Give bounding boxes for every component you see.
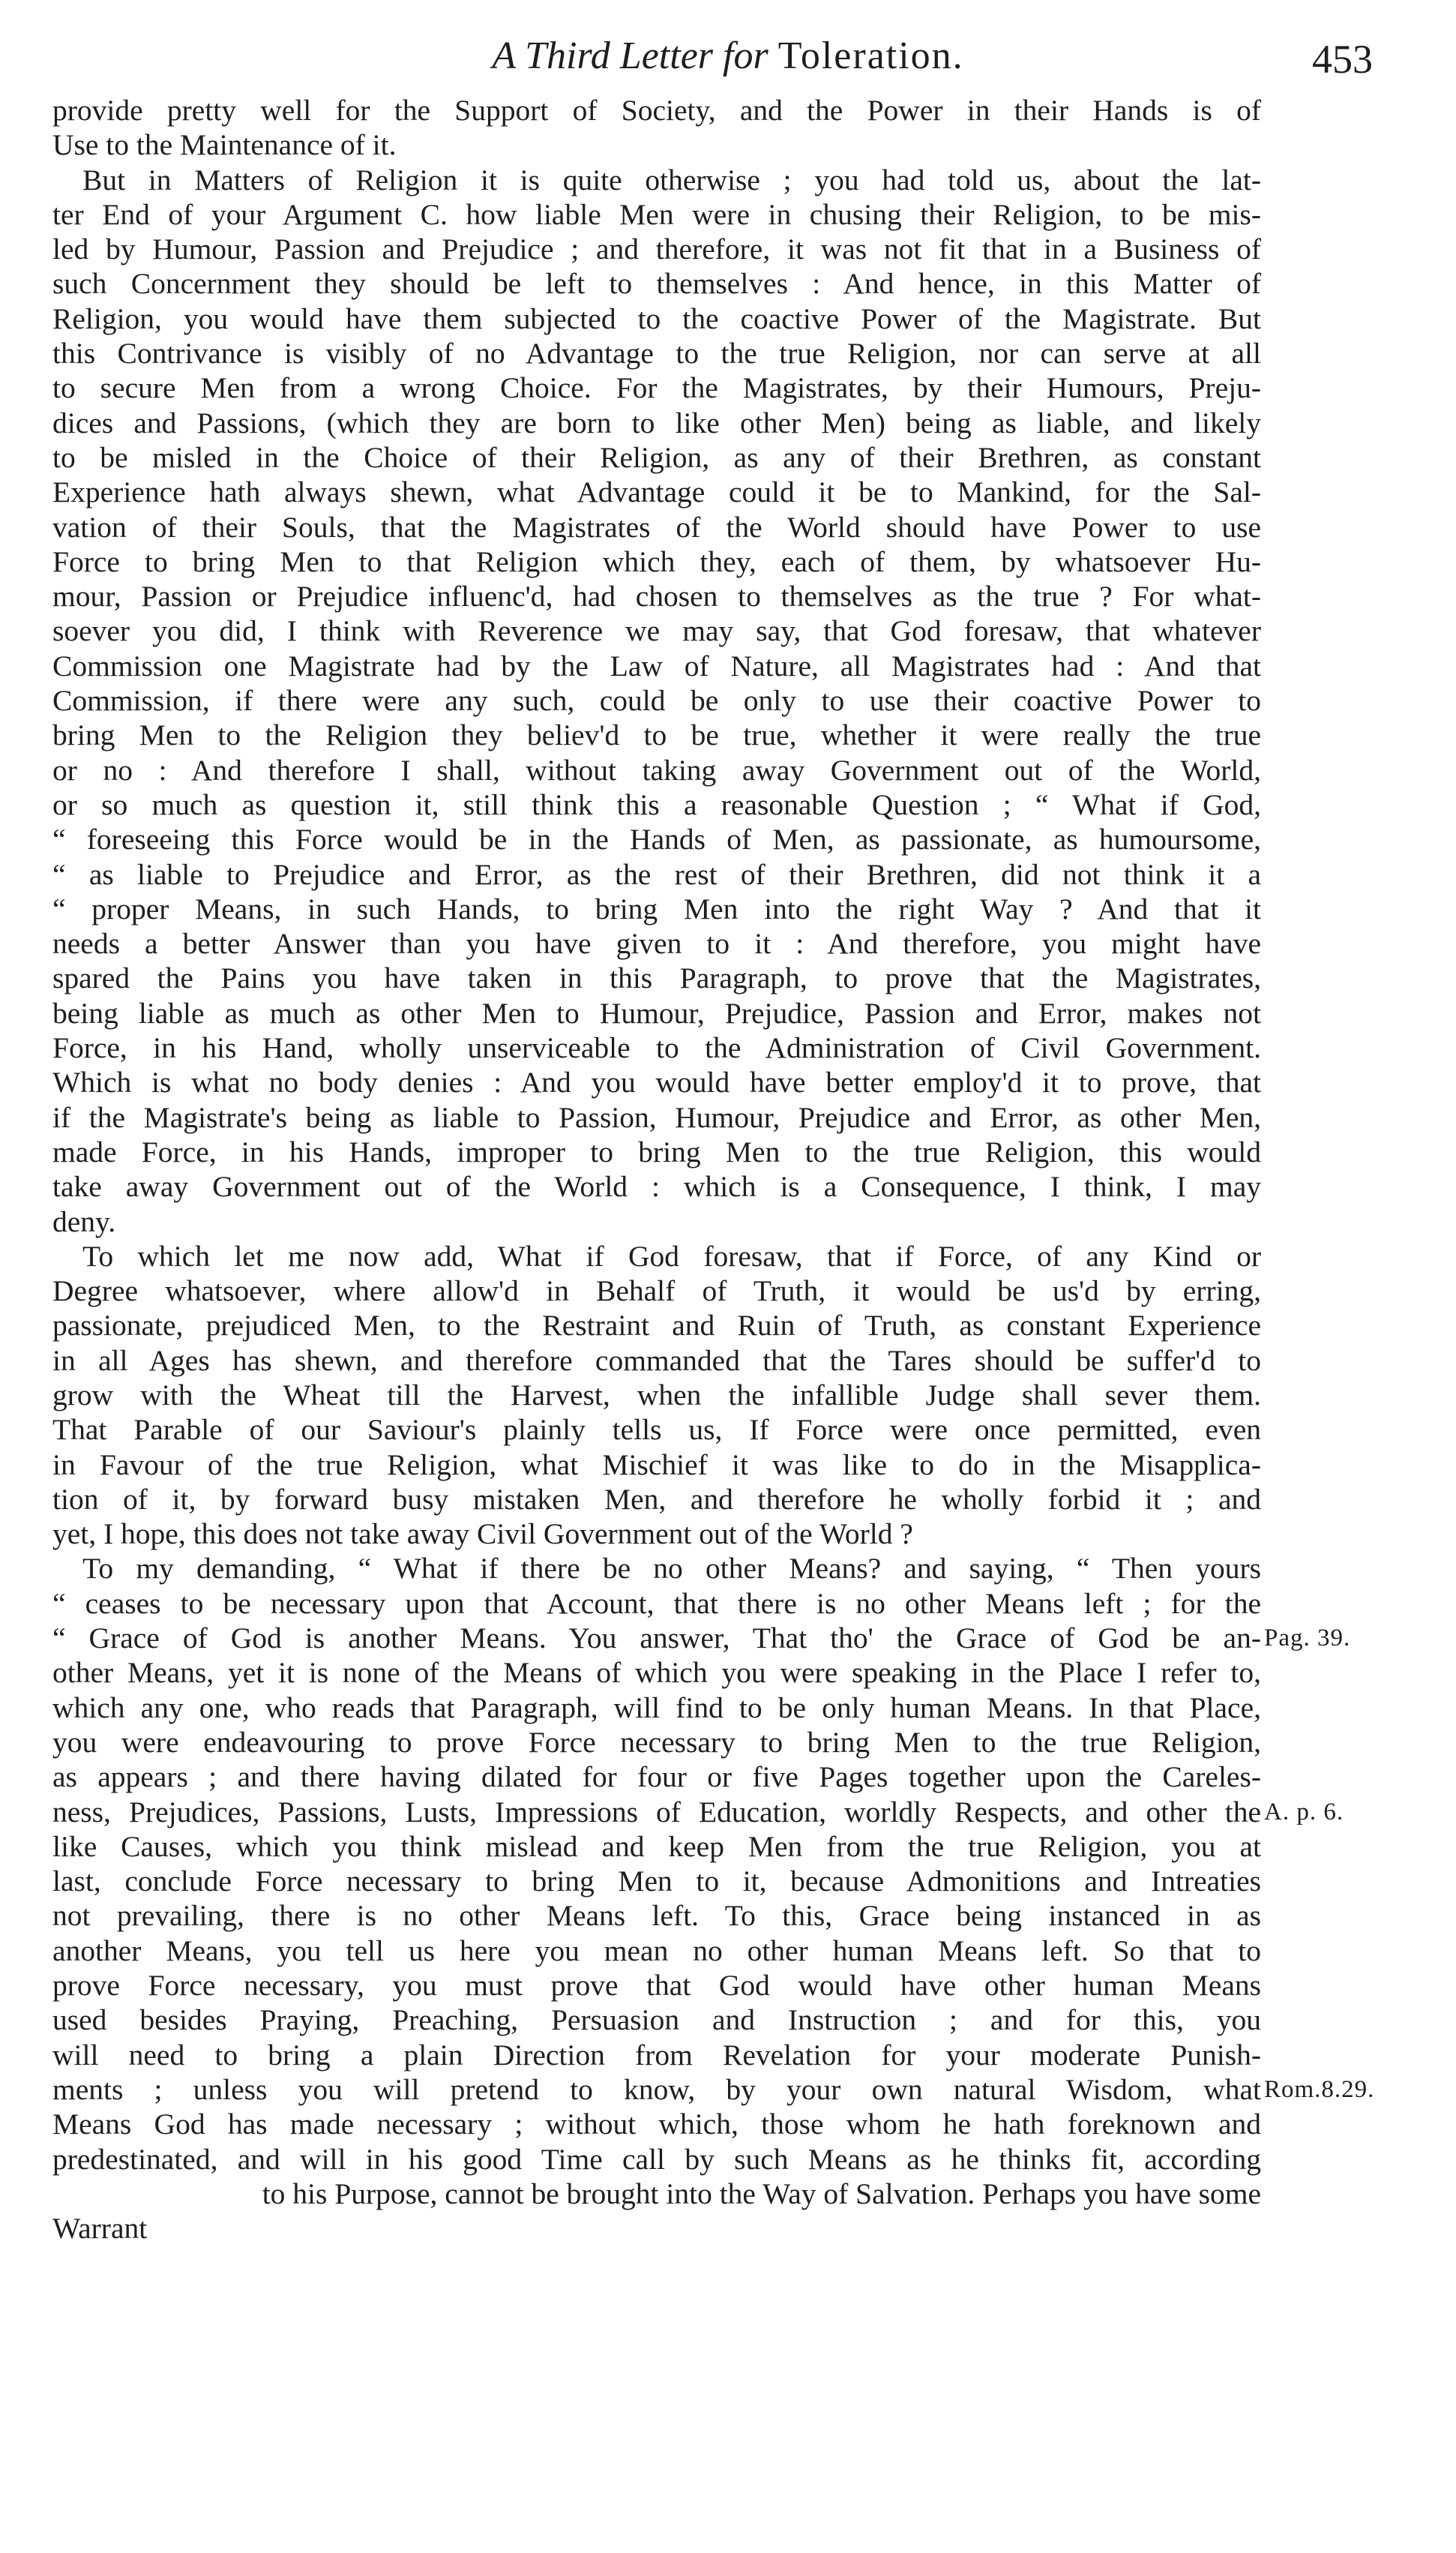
margin-note: A. p. 6.	[1264, 1798, 1344, 1826]
text-line: ness, Prejudices, Passions, Lusts, Impressions of Education, worldly Respects, and other the	[52, 1795, 1261, 1828]
text-line: if the Magistrate's being as liable to Passion, Humour, Prejudice and Error, as other Men,	[52, 1100, 1261, 1134]
text-line: take away Government out of the World : which is a Consequence, I think, I may	[52, 1170, 1261, 1204]
text-line: Religion, you would have them subjected to the coactive Power of the Magistrate. But	[52, 302, 1261, 335]
text-line: predestinated, and will in his good Time call by such Means as he thinks fit, according	[52, 2142, 1261, 2176]
text-line: That Parable of our Saviour's plainly tells us, If Force were once permitted, even	[52, 1413, 1261, 1447]
text-line: ter End of your Argument C. how liable Men were in chusing their Religion, to be mis-	[52, 197, 1261, 231]
text-line: or no : And therefore I shall, without taking away Government out of the World,	[52, 753, 1261, 787]
text-line: mour, Passion or Prejudice influenc'd, had chosen to themselves as the true ? For what-	[52, 580, 1261, 614]
header-title-caps: Toleration.	[777, 34, 964, 77]
text-line: Force, in his Hand, wholly unserviceable to the Administration of Civil Government.	[52, 1031, 1261, 1065]
text-line: “ proper Means, in such Hands, to bring Men into the right Way ? And that it	[52, 892, 1261, 926]
text-line: To my demanding, “ What if there be no other Means? and saying, “ Then yours	[82, 1552, 1261, 1586]
text-line: not prevailing, there is no other Means left. To this, Grace being instanced in as	[52, 1899, 1261, 1933]
text-line: Means God has made necessary ; without which, those whom he hath foreknown and	[52, 2108, 1261, 2141]
text-line: Which is what no body denies : And you would have better employ'd it to prove, that	[52, 1066, 1261, 1100]
text-line: led by Humour, Passion and Prejudice ; and therefore, it was not fit that in a Business of	[52, 232, 1261, 266]
text-line: Use to the Maintenance of it.	[52, 128, 397, 162]
text-line: like Causes, which you think mislead and keep Men from the true Religion, you at	[52, 1829, 1261, 1863]
text-line: you were endeavouring to prove Force necessary to bring Men to the true Religion,	[52, 1725, 1261, 1759]
text-line: Degree whatsoever, where allow'd in Behalf of Truth, it would be us'd by erring,	[52, 1274, 1261, 1308]
margin-note: Rom.8.29.	[1264, 2076, 1375, 2104]
text-line: grow with the Wheat till the Harvest, when the infallible Judge shall sever them.	[52, 1378, 1261, 1412]
text-line: Commission one Magistrate had by the Law of Nature, all Magistrates had : And that	[52, 649, 1261, 682]
running-header	[0, 30, 1456, 82]
text-line: dices and Passions, (which they are born to like other Men) being as liable, and likely	[52, 406, 1261, 440]
header-title-main: A Third Letter for	[492, 34, 768, 77]
text-line: to secure Men from a wrong Choice. For the Magistrates, by their Humours, Preju-	[52, 371, 1261, 405]
text-line: will need to bring a plain Direction from Revelation for your moderate Punish-	[52, 2038, 1261, 2072]
page-number: 453	[1312, 37, 1373, 82]
text-line: “ as liable to Prejudice and Error, as the rest of their Brethren, did not think it a	[52, 857, 1261, 891]
text-line: Force to bring Men to that Religion which they, each of them, by whatsoever Hu-	[52, 544, 1261, 578]
text-line: this Contrivance is visibly of no Advantage to the true Religion, nor can serve at all	[52, 337, 1261, 370]
text-line: bring Men to the Religion they believ'd to be true, whether it were really the true	[52, 718, 1261, 752]
text-line: But in Matters of Religion it is quite otherwise ; you had told us, about the lat-	[82, 163, 1261, 196]
text-line: another Means, you tell us here you mean no other human Means left. So that to	[52, 1934, 1261, 1967]
text-line: Experience hath always shewn, what Advantage could it be to Mankind, for the Sal-	[52, 476, 1261, 509]
text-line: to his Purpose, cannot be brought into the Way of Salvation. Perhaps you have some	[262, 2176, 1261, 2210]
text-line: which any one, who reads that Paragraph, will find to be only human Means. In that Place,	[52, 1690, 1261, 1724]
text-line: To which let me now add, What if God foresaw, that if Force, of any Kind or	[82, 1239, 1261, 1273]
text-line: other Means, yet it is none of the Means of which you were speaking in the Place I refer to,	[52, 1656, 1261, 1690]
text-line: yet, I hope, this does not take away Civil Government out of the World ?	[52, 1517, 913, 1551]
text-line: such Concernment they should be left to themselves : And hence, in this Matter of	[52, 267, 1261, 301]
text-line: “ ceases to be necessary upon that Account, that there is no other Means left ; for the	[52, 1586, 1261, 1620]
text-line: vation of their Souls, that the Magistrates of the World should have Power to use	[52, 510, 1261, 544]
text-line: prove Force necessary, you must prove that God would have other human Means	[52, 1969, 1261, 2002]
text-line: tion of it, by forward busy mistaken Men, and therefore he wholly forbid it ; and	[52, 1482, 1261, 1516]
text-line: as appears ; and there having dilated for four or five Pages together upon the Careles-	[52, 1760, 1261, 1794]
text-line: made Force, in his Hands, improper to bring Men to the true Religion, this would	[52, 1135, 1261, 1168]
text-line: “ Grace of God is another Means. You answer, That tho' the Grace of God be an-	[52, 1622, 1261, 1655]
text-line: Warrant	[52, 2212, 148, 2246]
margin-note: Pag. 39.	[1264, 1624, 1351, 1652]
text-line: to be misled in the Choice of their Religion, as any of their Brethren, as constant	[52, 440, 1261, 474]
text-line: passionate, prejudiced Men, to the Restraint and Ruin of Truth, as constant Experience	[52, 1309, 1261, 1342]
text-line: or so much as question it, still think this a reasonable Question ; “ What if God,	[52, 788, 1261, 821]
text-line: needs a better Answer than you have given to it : And therefore, you might have	[52, 927, 1261, 961]
text-line: “ foreseeing this Force would be in the Hands of Men, as passionate, as humoursome,	[52, 823, 1261, 856]
text-line: in all Ages has shewn, and therefore commanded that the Tares should be suffer'd to	[52, 1343, 1261, 1377]
body-text	[52, 93, 1261, 2246]
text-line: soever you did, I think with Reverence we may say, that God foresaw, that whatever	[52, 614, 1261, 648]
text-line: spared the Pains you have taken in this Paragraph, to prove that the Magistrates,	[52, 962, 1261, 995]
text-line: in Favour of the true Religion, what Mischief it was like to do in the Misapplica-	[52, 1448, 1261, 1481]
text-line: used besides Praying, Preaching, Persuasion and Instruction ; and for this, you	[52, 2003, 1261, 2037]
text-line: Commission, if there were any such, could be only to use their coactive Power to	[52, 684, 1261, 718]
text-line: being liable as much as other Men to Humour, Prejudice, Passion and Error, makes not	[52, 996, 1261, 1030]
text-line: deny.	[52, 1204, 116, 1238]
text-line: last, conclude Force necessary to bring Men to it, because Admonitions and Intreaties	[52, 1864, 1261, 1898]
text-line: ments ; unless you will pretend to know, by your own natural Wisdom, what	[52, 2072, 1261, 2106]
text-line: provide pretty well for the Support of Society, and the Power in their Hands is of	[52, 94, 1261, 127]
